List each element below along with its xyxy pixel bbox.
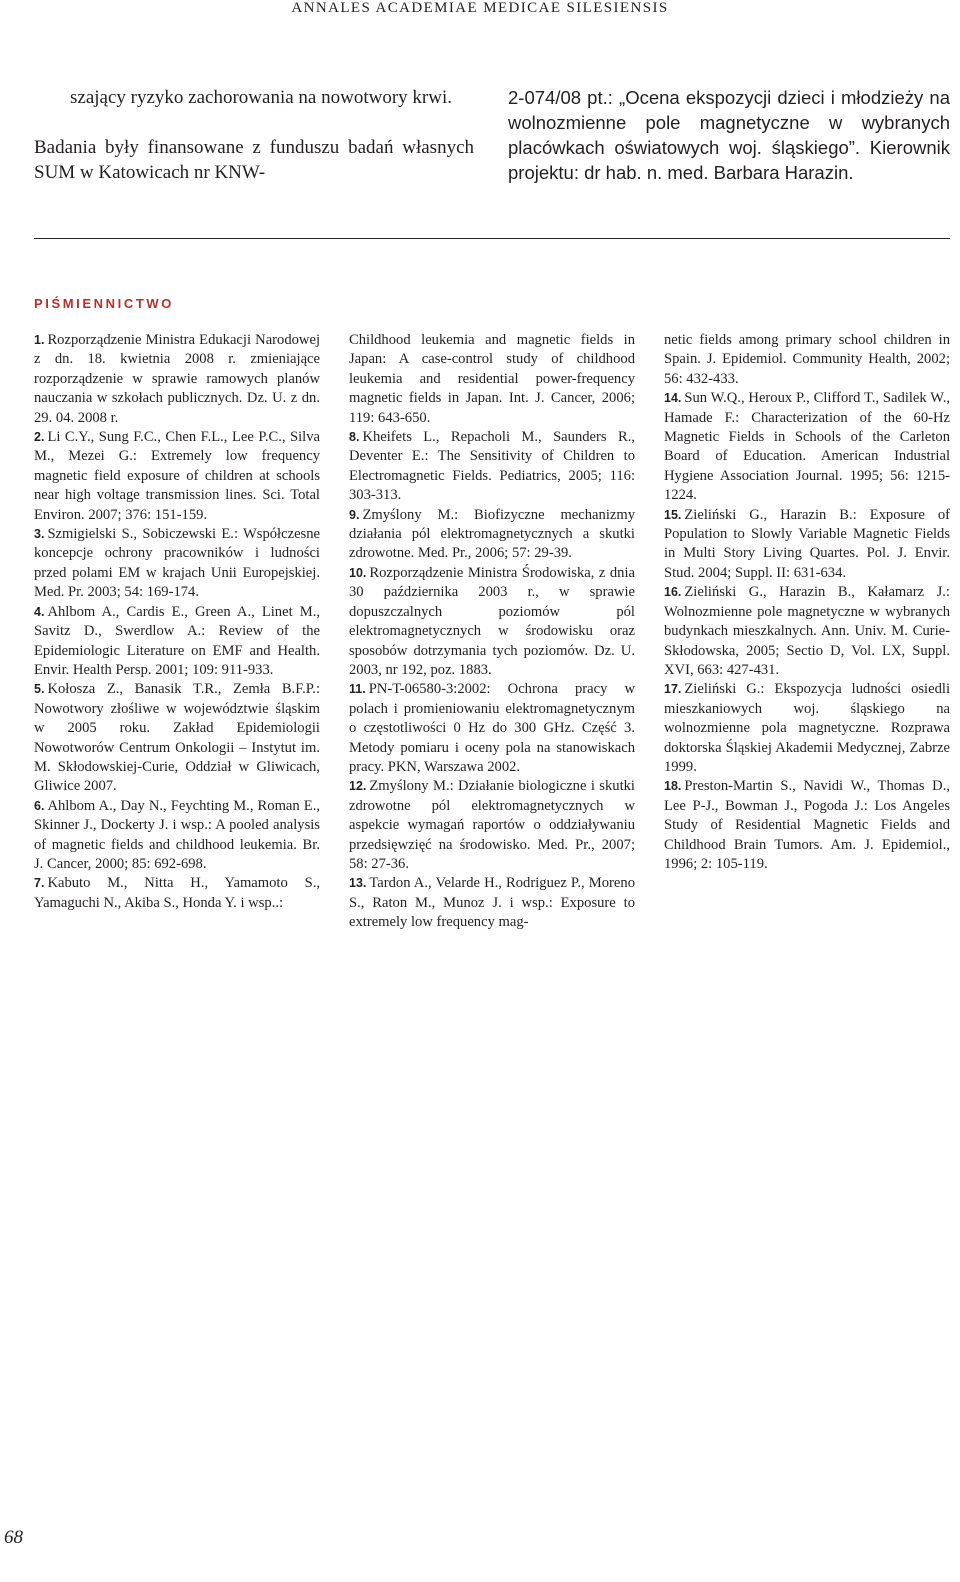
references-heading: PIŚMIENNICTWO bbox=[34, 296, 174, 311]
reference-entry bbox=[664, 777, 950, 874]
reference-entry bbox=[664, 583, 950, 680]
reference-text: Szmigielski S., Sobiczewski E.: Współczesne koncepcje ochrony pracowników i ludności przed polami EM w krajach Unii Europejskiej. Med. Pr. 2003; 54: 169-174. bbox=[34, 526, 320, 601]
reference-number: 15. bbox=[664, 507, 682, 522]
page-number: 68 bbox=[4, 1527, 23, 1548]
reference-number: 3. bbox=[34, 527, 45, 542]
reference-number: 4. bbox=[34, 604, 45, 619]
reference-entry bbox=[349, 777, 635, 874]
reference-entry bbox=[664, 506, 950, 584]
reference-number: 14. bbox=[664, 391, 682, 406]
reference-entry bbox=[349, 331, 635, 428]
reference-text: netic fields among primary school children in Spain. J. Epidemiol. Community Health, 2002; 56: 432-433. bbox=[664, 332, 950, 387]
reference-number: 6. bbox=[34, 798, 45, 813]
top-left-column bbox=[34, 85, 474, 185]
reference-entry bbox=[34, 680, 320, 796]
references-column-2 bbox=[349, 331, 635, 933]
reference-number: 17. bbox=[664, 682, 682, 697]
reference-text: Zmyślony M.: Biofizyczne mechanizmy działania pól elektromagnetycznych a skutki zdrowotne. Med. Pr., 2006; 57: 29-39. bbox=[349, 506, 635, 562]
reference-entry bbox=[664, 331, 950, 389]
reference-number: 13. bbox=[349, 876, 367, 891]
reference-number: 18. bbox=[664, 779, 682, 794]
reference-entry bbox=[34, 797, 320, 875]
reference-text: Li C.Y., Sung F.C., Chen F.L., Lee P.C., Silva M., Mezei G.: Extremely low frequency magnetic field exposure of children at schools near high voltage transmission lines. Sci. Total Environ. 2007; 376: 151-159. bbox=[34, 429, 320, 523]
reference-entry bbox=[34, 428, 320, 525]
reference-entry bbox=[664, 389, 950, 505]
reference-text: Tardon A., Velarde H., Rodriguez P., Moreno S., Raton M., Munoz J. i wsp.: Exposure to extremely low frequency mag- bbox=[349, 875, 635, 931]
reference-text: Rozporządzenie Ministra Środowiska, z dnia 30 października 2003 r., w sprawie dopuszczalnych poziomów pól elektromagnetycznych w środowisku oraz sposobów dotrzymania tych poziomów. Dz. U. 2003, nr 192, poz. 1883. bbox=[349, 564, 635, 678]
reference-number: 2. bbox=[34, 430, 45, 445]
paragraph-funding-continued: 2-074/08 pt.: „Ocena ekspozycji dzieci i młodzieży na wolnozmienne pole magnetyczne w wybranych placówkach oświatowych woj. śląskiego”. Kierownik projektu: dr hab. n. med. Barbara Harazin. bbox=[508, 87, 950, 183]
references-column-3 bbox=[664, 331, 950, 874]
reference-number: 5. bbox=[34, 682, 45, 697]
reference-number: 7. bbox=[34, 876, 45, 891]
reference-text: Zmyślony M.: Działanie biologiczne i skutki zdrowotne pól elektromagnetycznych w aspekcie wymagań raportów o oddziaływaniu przedsięwzięć na środowisko. Med. Pr., 2007; 58: 27-36. bbox=[349, 778, 635, 872]
reference-entry bbox=[34, 874, 320, 913]
reference-text: Zieliński G.: Ekspozycja ludności osiedli mieszkaniowych woj. śląskiego na wolnozmienne pola magnetyczne. Rozprawa doktorska Śląskiej Akademii Medycznej, Zabrze 1999. bbox=[664, 681, 950, 775]
reference-entry bbox=[664, 680, 950, 777]
section-divider bbox=[34, 238, 950, 239]
reference-text: Zieliński G., Harazin B., Kałamarz J.: Wolnozmienne pole magnetyczne w wybranych budynkach mieszkalnych. Ann. Univ. M. Curie-Skłodowska, 2005; Sectio D, Vol. LX, Suppl. XVI, 663: 427-431. bbox=[664, 584, 950, 678]
reference-entry bbox=[34, 331, 320, 428]
reference-text: Preston-Martin S., Navidi W., Thomas D., Lee P-J., Bowman J., Pogoda J.: Los Angeles Study of Residential Magnetic Fields and Childhood Brain Tumors. Am. J. Epidemiol., 1996; 2: 105-119. bbox=[664, 778, 950, 872]
reference-number: 9. bbox=[349, 507, 360, 522]
paragraph-risk-end: szający ryzyko zachorowania na nowotwory krwi. bbox=[70, 87, 452, 108]
reference-number: 10. bbox=[349, 565, 367, 580]
reference-text: Zieliński G., Harazin B.: Exposure of Population to Slowly Variable Magnetic Fields in Multi Story Living Quartes. Pol. J. Envir. Stud. 2004; Suppl. II: 631-634. bbox=[664, 506, 950, 581]
reference-number: 16. bbox=[664, 585, 682, 600]
reference-entry bbox=[349, 564, 635, 680]
reference-text: Kheifets L., Repacholi M., Saunders R., Deventer E.: The Sensitivity of Children to Electromagnetic Fields. Pediatrics, 2005; 116: 303-313. bbox=[349, 429, 635, 504]
reference-text: Kołosza Z., Banasik T.R., Zemła B.F.P.: Nowotwory złośliwe w województwie śląskim w 2005 roku. Zakład Epidemiologii Nowotworów Centrum Onkologii – Instytut im. M. Skłodowskiej-Curie, Oddział w Gliwicach, Gliwice 2007. bbox=[34, 681, 320, 795]
reference-entry bbox=[349, 680, 635, 777]
reference-number: 8. bbox=[349, 430, 360, 445]
journal-header: ANNALES ACADEMIAE MEDICAE SILESIENSIS bbox=[291, 0, 669, 16]
reference-text: Kabuto M., Nitta H., Yamamoto S., Yamaguchi N., Akiba S., Honda Y. i wsp..: bbox=[34, 875, 320, 911]
reference-number: 12. bbox=[349, 779, 367, 794]
paragraph-funding: Badania były finansowane z funduszu badań własnych SUM w Katowicach nr KNW- bbox=[34, 137, 474, 183]
reference-text: Rozporządzenie Ministra Edukacji Narodowej z dn. 18. kwietnia 2008 r. zmieniające rozporządzenie w sprawie ramowych planów nauczania w szkołach publicznych. Dz. U. z dn. 29. 04. 2008 r. bbox=[34, 332, 320, 426]
reference-text: PN-T-06580-3:2002: Ochrona pracy w polach i promieniowaniu elektromagnetycznym o częstotliwości 0 Hz do 300 GHz. Część 3. Metody pomiaru i oceny pola na stanowiskach pracy. PKN, Warszawa 2002. bbox=[349, 681, 635, 775]
reference-number: 1. bbox=[34, 333, 45, 347]
reference-entry bbox=[349, 428, 635, 506]
reference-entry bbox=[34, 603, 320, 681]
reference-text: Sun W.Q., Heroux P., Clifford T., Sadilek W., Hamade F.: Characterization of the 60-Hz Magnetic Fields in Schools of the Carleton Board of Education. American Industrial Hygiene Association Journal. 1995; 56: 1215-1224. bbox=[664, 390, 950, 504]
references-column-1 bbox=[34, 331, 320, 913]
reference-number: 11. bbox=[349, 682, 366, 697]
top-right-column bbox=[508, 85, 950, 185]
reference-text: Ahlbom A., Cardis E., Green A., Linet M., Savitz D., Swerdlow A.: Review of the Epidemiologic Literature on EMF and Health. Envir. Health Persp. 2001; 109: 911-933. bbox=[34, 603, 320, 678]
reference-entry bbox=[34, 525, 320, 603]
reference-entry bbox=[349, 506, 635, 564]
reference-text: Ahlbom A., Day N., Feychting M., Roman E., Skinner J., Dockerty J. i wsp.: A pooled analysis of magnetic fields and childhood leukemia. Br. J. Cancer, 2000; 85: 692-698. bbox=[34, 797, 320, 872]
reference-entry bbox=[349, 874, 635, 932]
reference-text: Childhood leukemia and magnetic fields in Japan: A case-control study of childhood leukemia and residential power-frequency magnetic fields in Japan. Int. J. Cancer, 2006; 119: 643-650. bbox=[349, 332, 635, 426]
